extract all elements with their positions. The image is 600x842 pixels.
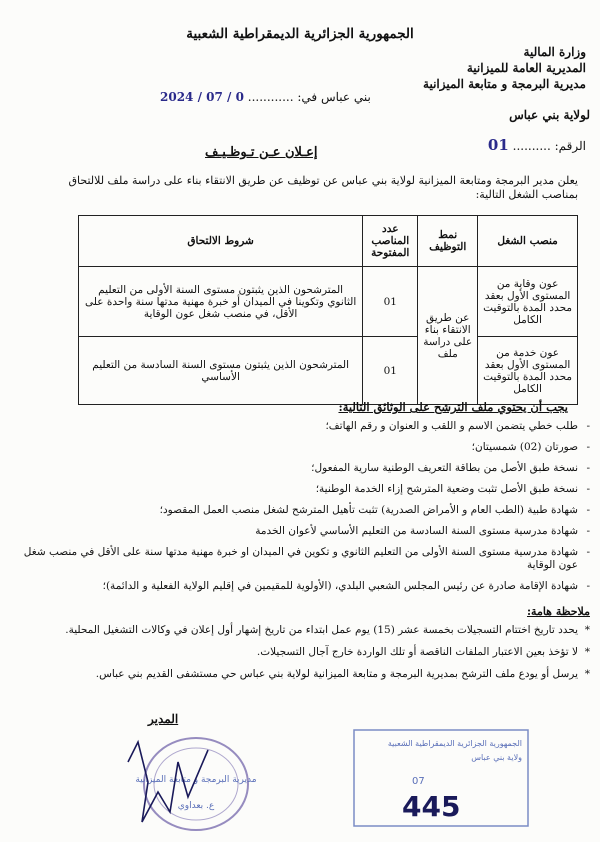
wilaya-name: لولاية بني عباس bbox=[509, 108, 590, 122]
reference-line: الرقم: .......... 01 bbox=[487, 136, 586, 154]
documents-list bbox=[12, 420, 592, 601]
announcement-intro: يعلن مدير البرمجة ومتابعة الميزانية لولاية بني عباس عن توظيف عن طريق الانتقاء بناء على دراسة ملف للالتحاق بمناصب الشغل التالية: bbox=[68, 174, 578, 201]
cell-conditions: المترشحون الذين يثبتون مستوى السنة الأولى من التعليم الثانوي وتكوينا في الميدان أو خبرة مهنية مدتها سنة واحدة على الأقل، في منصب شغل عون الوقاية bbox=[79, 267, 363, 337]
table-header-row bbox=[79, 216, 578, 267]
header-position: منصب الشغل bbox=[478, 216, 578, 267]
stamp-line-1: الجمهورية الجزائرية الديمقراطية الشعبية bbox=[387, 739, 522, 748]
official-stamp bbox=[118, 722, 268, 840]
positions-table bbox=[78, 215, 578, 405]
cell-mode: عن طريق الانتقاء بناء على دراسة ملف bbox=[418, 267, 478, 405]
republic-heading: الجمهورية الجزائرية الديمقراطية الشعبية bbox=[186, 26, 414, 42]
list-item: - شهادة طبية (الطب العام و الأمراض الصدرية) تثبت تأهيل المترشح لشغل منصب العمل المقصود؛ bbox=[12, 504, 592, 517]
date-value: 2024 / 07 / 0 bbox=[160, 90, 244, 104]
cell-position: عون وقاية من المستوى الأول بعقد محدد المدة بالتوقيت الكامل bbox=[478, 267, 578, 337]
notes-title: ملاحظة هامة: bbox=[526, 605, 590, 618]
reference-label: الرقم: bbox=[554, 139, 586, 153]
header-mode: نمط التوظيف bbox=[418, 216, 478, 267]
stamp-name-text: ع. بعداوي bbox=[177, 801, 215, 811]
reference-number: 01 bbox=[487, 136, 509, 154]
ministry-name: وزارة المالية bbox=[523, 45, 586, 59]
list-item: - صورتان (02) شمسيتان؛ bbox=[12, 441, 592, 454]
place-date-label: بني عباس في: bbox=[297, 90, 371, 104]
list-item: * يرسل أو يودع ملف الترشح بمديرية البرمجة و متابعة الميزانية لولاية بني عباس حي مستشفى القديم بني عباس. bbox=[12, 668, 592, 681]
cell-count: 01 bbox=[363, 267, 418, 337]
list-item: - نسخة طبق الأصل تثبت وضعية المترشح إزاء الخدمة الوطنية؛ bbox=[12, 483, 592, 496]
table-row bbox=[79, 267, 578, 337]
cell-position: عون خدمة من المستوى الأول بعقد محدد المدة بالتوقيت الكامل bbox=[478, 337, 578, 405]
list-item: - شهادة الإقامة صادرة عن رئيس المجلس الشعبي البلدي، (الأولوية للمقيمين في إقليم الولاية الفعلية و الدائمة)؛ bbox=[12, 580, 592, 593]
list-item: - طلب خطي يتضمن الاسم و اللقب و العنوان و رقم الهاتف؛ bbox=[12, 420, 592, 433]
list-item: - شهادة مدرسية مستوى السنة الأولى من التعليم الثانوي و تكوين في الميدان او خبرة مهنية مدتها سنة على الأقل في منصب شغل عون الوقاية bbox=[12, 546, 592, 572]
notes-list bbox=[12, 624, 592, 690]
place-date: بني عباس في: ............ 2024 / 07 / 0 bbox=[160, 90, 371, 104]
stamp-date: 07 bbox=[412, 776, 425, 787]
director-title: المدير bbox=[148, 712, 179, 726]
registration-stamp bbox=[352, 728, 530, 828]
list-item: * لا تؤخذ بعين الاعتبار الملفات الناقصة أو تلك الواردة خارج آجال التسجيلات. bbox=[12, 646, 592, 659]
list-item: - نسخة طبق الأصل من بطاقة التعريف الوطنية سارية المفعول؛ bbox=[12, 462, 592, 475]
stamp-number: 445 bbox=[402, 790, 461, 823]
header-count: عدد المناصب المفتوحة bbox=[363, 216, 418, 267]
list-item: * يحدد تاريخ اختتام التسجيلات بخمسة عشر (15) يوم عمل ابتداء من تاريخ إشهار أول إعلان في وكالات التشغيل المحلية. bbox=[12, 624, 592, 637]
table-row bbox=[79, 337, 578, 405]
cell-count: 01 bbox=[363, 337, 418, 405]
directorate-general-name: المديرية العامة للميزانية bbox=[466, 61, 586, 75]
list-item: - شهادة مدرسية مستوى السنة السادسة من التعليم الأساسي لأعوان الخدمة bbox=[12, 525, 592, 538]
announcement-title: إعـلان عـن تـوظـيـف bbox=[205, 145, 318, 160]
directorate-name: مديرية البرمجة و متابعة الميزانية bbox=[423, 77, 586, 91]
issuing-authority bbox=[386, 44, 586, 92]
cell-conditions: المترشحون الذين يثبتون مستوى السنة السادسة من التعليم الأساسي bbox=[79, 337, 363, 405]
header-conditions: شروط الالتحاق bbox=[79, 216, 363, 267]
stamp-line-2: ولاية بني عباس bbox=[471, 753, 522, 762]
requirements-title: يجب أن يحتوي ملف الترشح على الوثائق التالية: bbox=[338, 400, 568, 414]
stamp-text: مديرية البرمجة و متابعة الميزانية bbox=[135, 775, 257, 785]
